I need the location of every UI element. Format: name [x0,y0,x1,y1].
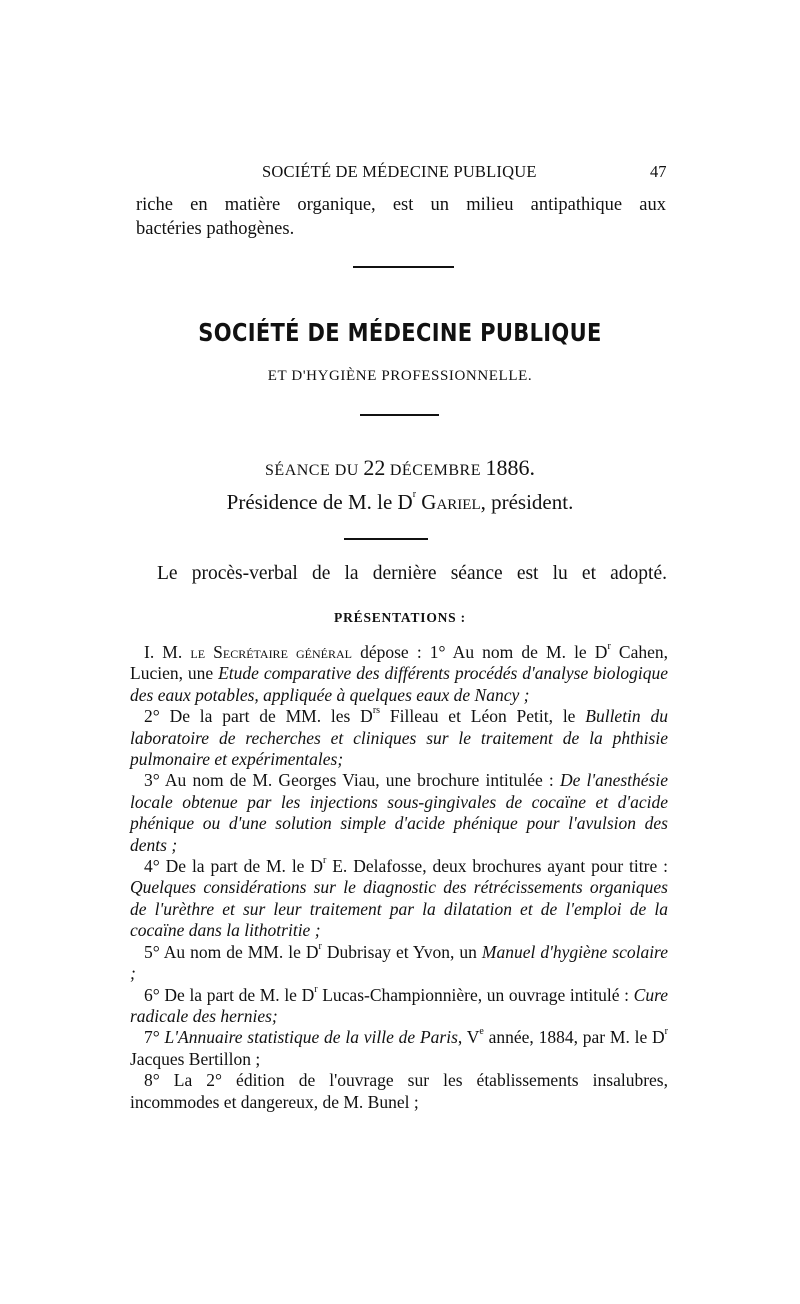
item-sup: r [607,641,611,652]
minutes-statement: Le procès-verbal de la dernière séance est lu et adopté. [157,563,667,584]
session-divider [344,538,428,540]
presentation-item-4 [130,856,668,942]
item-title: Etude comparative des différents procédés d'analyse biologique des eaux potables, appliquée à quelques eaux de Nancy ; [130,663,668,705]
item-text: Cahen, Lucien, une [130,642,668,684]
item-text: Lucas-Championnière, un ouvrage intitulé : [317,984,634,1005]
item-text: année, 1884, par M. le D [483,1027,665,1048]
presentation-item-3 [130,770,668,856]
item-text: , V [457,1027,480,1048]
item-sup: e [479,1026,484,1038]
presentation-item-6 [130,985,668,1028]
item-text: 8° La 2° édition de l'ouvrage sur les établissements insalubres, incommodes et dangereux, de M. Bunel ; [130,1070,668,1112]
item-title: Cure radicale des hernies; [130,984,668,1026]
item-title: Manuel d'hygiène scolaire ; [130,941,668,984]
presentations-heading: PRÉSENTATIONS : [334,610,466,625]
item-text: 6° De la part de M. le D [144,984,315,1005]
item-sup: r [323,855,327,867]
item-lead: I. M. [144,642,183,662]
item-text: 5° Au nom de MM. le D [144,941,319,962]
session-label: SÉANCE DU [265,462,359,479]
item-text: Jacques Bertillon ; [130,1048,261,1069]
item-text: 2° De la part de MM. les D [144,706,373,727]
presentations-list [130,642,668,1113]
item-text: Dubrisay et Yvon, un [321,941,482,962]
presidence-sup: r [412,489,417,500]
item-role: le Secrétaire général [190,642,352,662]
presentation-item-7 [130,1027,668,1070]
presentation-item-8 [130,1070,668,1113]
item-title: L'Annuaire statistique de la ville de Paris [164,1027,458,1048]
presidence-line [0,490,800,515]
item-sup: r [664,1026,669,1038]
item-sup: rs [372,705,381,717]
item-text: dépose : 1° Au nom de M. le D [352,642,608,662]
item-title: Quelques considérations sur le diagnostic des rétrécissements organiques de l'urèthre et sur leur traitement par la dilatation et de l'emploi de la cocaïne dans la lithotritie ; [130,877,668,941]
previous-paragraph-line-1: riche en matière organique, est un milieu antipathique aux [136,195,666,215]
presidence-text: Présidence de M. le D [226,490,413,514]
item-title: De l'anesthésie locale obtenue par les injections sous-gingivales de cocaïne et d'acide phénique ou d'une solution simple d'acide phénique pour l'avulsion des dents ; [130,770,668,855]
item-title: Bulletin du laboratoire de recherches et cliniques sur le traitement de la phthisie pulmonaire et expérimentales; [130,706,668,770]
session-date [0,455,800,481]
presentation-item-2 [130,706,668,770]
session-day: 22 [363,455,386,480]
section-divider [353,266,454,268]
item-text: E. Delafosse, deux brochures ayant pour titre : [326,856,668,877]
running-head: SOCIÉTÉ DE MÉDECINE PUBLIQUE [262,162,537,181]
item-text: 3° Au nom de M. Georges Viau, une brochure intitulée : [144,770,560,791]
session-year: 1886. [485,455,535,480]
page-number: 47 [650,162,667,181]
item-text: 7° [144,1027,165,1048]
title-divider [360,414,439,416]
presentation-item-5 [130,942,668,985]
presentation-item-1 [130,642,668,706]
item-sup: r [314,983,318,995]
section-subtitle: ET D'HYGIÈNE PROFESSIONNELLE. [267,368,533,384]
previous-paragraph-line-2: bactéries pathogènes. [136,219,295,239]
item-sup: r [318,940,322,952]
president-name: Gariel [421,490,481,514]
session-month: DÉCEMBRE [389,462,481,479]
item-text: Filleau et Léon Petit, le [380,706,586,727]
item-text: 4° De la part de M. le D [144,856,323,877]
presidence-role: , président. [480,490,574,514]
section-title: SOCIÉTÉ DE MÉDECINE PUBLIQUE [198,318,602,347]
